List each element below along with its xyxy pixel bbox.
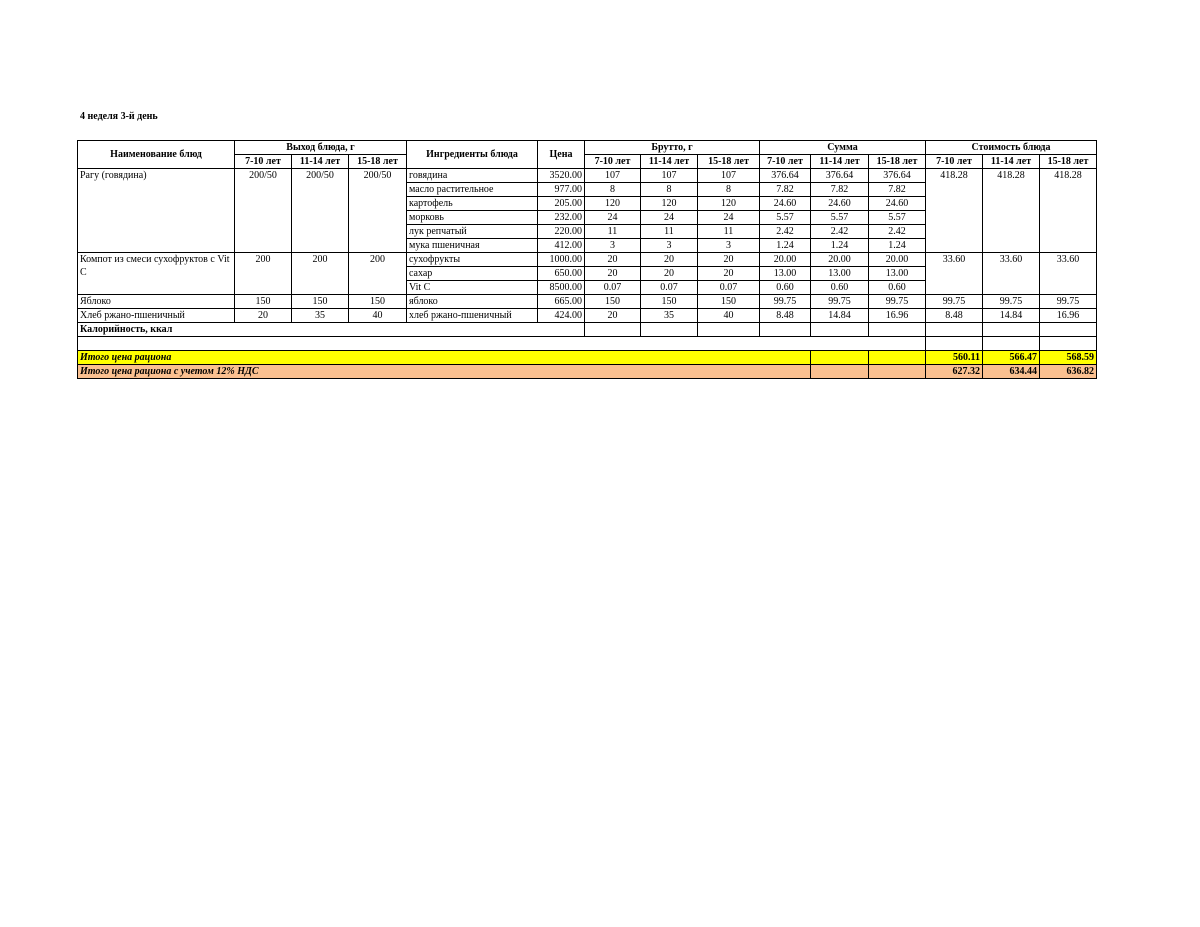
sum-cell: 24.60: [811, 197, 869, 211]
ingredient-price-cell: 205.00: [538, 197, 585, 211]
sum-cell: 1.24: [760, 239, 811, 253]
ingredient-name-cell: хлеб ржано-пшеничный: [407, 309, 538, 323]
header-age-sum: 15-18 лет: [869, 155, 926, 169]
gross-cell: 150: [641, 295, 698, 309]
dish-cost-cell: 99.75: [983, 295, 1040, 309]
calories-sum-cell: [869, 323, 926, 337]
header-age-cost: 15-18 лет: [1040, 155, 1097, 169]
sum-cell: 0.60: [760, 281, 811, 295]
gross-cell: 120: [698, 197, 760, 211]
ingredient-name-cell: яблоко: [407, 295, 538, 309]
gross-cell: 40: [698, 309, 760, 323]
total-row-empty-cell: [869, 351, 926, 365]
sum-cell: 7.82: [811, 183, 869, 197]
dish-cost-cell: 99.75: [926, 295, 983, 309]
dish-cost-cell: 33.60: [983, 253, 1040, 295]
spacer-cell: [78, 337, 926, 351]
table-row: [78, 169, 1097, 183]
dish-cost-cell: 99.75: [1040, 295, 1097, 309]
header-ingredients: Ингредиенты блюда: [407, 141, 538, 169]
yield-cell: 35: [292, 309, 349, 323]
sum-cell: 5.57: [760, 211, 811, 225]
dish-name-cell: Компот из смеси сухофруктов с Vit C: [78, 253, 235, 295]
yield-cell: 150: [349, 295, 407, 309]
gross-cell: 8: [585, 183, 641, 197]
ingredient-price-cell: 412.00: [538, 239, 585, 253]
sum-cell: 7.82: [869, 183, 926, 197]
header-age-cost: 7-10 лет: [926, 155, 983, 169]
gross-cell: 20: [698, 267, 760, 281]
gross-cell: 11: [585, 225, 641, 239]
gross-cell: 24: [585, 211, 641, 225]
gross-cell: 20: [585, 309, 641, 323]
gross-cell: 107: [641, 169, 698, 183]
header-age-gross: 7-10 лет: [585, 155, 641, 169]
yield-cell: 150: [292, 295, 349, 309]
gross-cell: 20: [698, 253, 760, 267]
sum-cell: 20.00: [869, 253, 926, 267]
sum-cell: 0.60: [869, 281, 926, 295]
gross-cell: 20: [641, 267, 698, 281]
gross-cell: 3: [641, 239, 698, 253]
header-age-yield: 11-14 лет: [292, 155, 349, 169]
dish-cost-cell: 33.60: [1040, 253, 1097, 295]
calories-row: [78, 323, 1097, 337]
sum-cell: 2.42: [811, 225, 869, 239]
gross-cell: 20: [585, 267, 641, 281]
total-vat-row-empty-cell: [869, 365, 926, 379]
gross-cell: 0.07: [641, 281, 698, 295]
page-title: 4 неделя 3-й день: [80, 111, 158, 122]
sum-cell: 0.60: [811, 281, 869, 295]
sum-cell: 99.75: [869, 295, 926, 309]
dish-cost-cell: 418.28: [926, 169, 983, 253]
ingredient-price-cell: 650.00: [538, 267, 585, 281]
calories-gross-cell: [585, 323, 641, 337]
total-vat-row-label: Итого цена рациона с учетом 12% НДС: [78, 365, 811, 379]
total-vat-row: [78, 365, 1097, 379]
sum-cell: 99.75: [760, 295, 811, 309]
gross-cell: 120: [641, 197, 698, 211]
header-age-sum: 11-14 лет: [811, 155, 869, 169]
yield-cell: 20: [235, 309, 292, 323]
ingredient-price-cell: 220.00: [538, 225, 585, 239]
spacer-cost-cell: [1040, 337, 1097, 351]
sum-cell: 20.00: [811, 253, 869, 267]
calories-label: Калорийность, ккал: [78, 323, 585, 337]
sum-cell: 13.00: [869, 267, 926, 281]
dish-cost-cell: 418.28: [1040, 169, 1097, 253]
gross-cell: 24: [641, 211, 698, 225]
header-age-yield: 7-10 лет: [235, 155, 292, 169]
header-age-gross: 15-18 лет: [698, 155, 760, 169]
header-dish-name: Наименование блюд: [78, 141, 235, 169]
dish-cost-cell: 16.96: [1040, 309, 1097, 323]
calories-gross-cell: [641, 323, 698, 337]
ingredient-name-cell: масло растительное: [407, 183, 538, 197]
ingredient-name-cell: картофель: [407, 197, 538, 211]
sum-cell: 24.60: [760, 197, 811, 211]
gross-cell: 3: [698, 239, 760, 253]
yield-cell: 200/50: [292, 169, 349, 253]
yield-cell: 200: [349, 253, 407, 295]
gross-cell: 20: [585, 253, 641, 267]
gross-cell: 107: [585, 169, 641, 183]
sum-cell: 5.57: [811, 211, 869, 225]
sum-cell: 7.82: [760, 183, 811, 197]
yield-cell: 40: [349, 309, 407, 323]
dish-cost-cell: 14.84: [983, 309, 1040, 323]
yield-cell: 200/50: [349, 169, 407, 253]
table-row: [78, 253, 1097, 267]
ingredient-price-cell: 232.00: [538, 211, 585, 225]
header-age-sum: 7-10 лет: [760, 155, 811, 169]
dish-cost-cell: 8.48: [926, 309, 983, 323]
header-sum: Сумма: [760, 141, 926, 155]
gross-cell: 8: [641, 183, 698, 197]
total-vat-row-value: 627.32: [926, 365, 983, 379]
total-row-empty-cell: [811, 351, 869, 365]
dish-cost-cell: 33.60: [926, 253, 983, 295]
sum-cell: 20.00: [760, 253, 811, 267]
sum-cell: 8.48: [760, 309, 811, 323]
sum-cell: 5.57: [869, 211, 926, 225]
gross-cell: 20: [641, 253, 698, 267]
sum-cell: 16.96: [869, 309, 926, 323]
spacer-row: [78, 337, 1097, 351]
total-vat-row-value: 636.82: [1040, 365, 1097, 379]
ingredient-name-cell: лук репчатый: [407, 225, 538, 239]
ingredient-name-cell: Vit C: [407, 281, 538, 295]
total-row-value: 566.47: [983, 351, 1040, 365]
calories-sum-cell: [760, 323, 811, 337]
sum-cell: 376.64: [811, 169, 869, 183]
sum-cell: 13.00: [760, 267, 811, 281]
ingredient-price-cell: 8500.00: [538, 281, 585, 295]
sum-cell: 13.00: [811, 267, 869, 281]
sum-cell: 1.24: [869, 239, 926, 253]
ingredient-price-cell: 1000.00: [538, 253, 585, 267]
yield-cell: 200/50: [235, 169, 292, 253]
sum-cell: 24.60: [869, 197, 926, 211]
gross-cell: 120: [585, 197, 641, 211]
total-row-value: 568.59: [1040, 351, 1097, 365]
spacer-cost-cell: [983, 337, 1040, 351]
header-cost: Стоимость блюда: [926, 141, 1097, 155]
gross-cell: 8: [698, 183, 760, 197]
sum-cell: 1.24: [811, 239, 869, 253]
sum-cell: 14.84: [811, 309, 869, 323]
sum-cell: 2.42: [760, 225, 811, 239]
menu-cost-table: [77, 140, 1097, 379]
ingredient-price-cell: 977.00: [538, 183, 585, 197]
ingredient-name-cell: мука пшеничная: [407, 239, 538, 253]
table-row: [78, 309, 1097, 323]
gross-cell: 107: [698, 169, 760, 183]
spacer-cost-cell: [926, 337, 983, 351]
header-yield: Выход блюда, г: [235, 141, 407, 155]
calories-gross-cell: [698, 323, 760, 337]
gross-cell: 11: [641, 225, 698, 239]
yield-cell: 200: [292, 253, 349, 295]
calories-cost-cell: [983, 323, 1040, 337]
header-gross: Брутто, г: [585, 141, 760, 155]
sum-cell: 376.64: [760, 169, 811, 183]
dish-name-cell: Яблоко: [78, 295, 235, 309]
ingredient-name-cell: сухофрукты: [407, 253, 538, 267]
sum-cell: 2.42: [869, 225, 926, 239]
header-price: Цена: [538, 141, 585, 169]
sum-cell: 99.75: [811, 295, 869, 309]
yield-cell: 200: [235, 253, 292, 295]
gross-cell: 0.07: [698, 281, 760, 295]
header-age-gross: 11-14 лет: [641, 155, 698, 169]
ingredient-name-cell: морковь: [407, 211, 538, 225]
calories-cost-cell: [1040, 323, 1097, 337]
header-age-cost: 11-14 лет: [983, 155, 1040, 169]
ingredient-price-cell: 3520.00: [538, 169, 585, 183]
gross-cell: 0.07: [585, 281, 641, 295]
ingredient-price-cell: 424.00: [538, 309, 585, 323]
ingredient-price-cell: 665.00: [538, 295, 585, 309]
dish-name-cell: Хлеб ржано-пшеничный: [78, 309, 235, 323]
gross-cell: 3: [585, 239, 641, 253]
gross-cell: 150: [698, 295, 760, 309]
table-row: [78, 295, 1097, 309]
dish-name-cell: Рагу (говядина): [78, 169, 235, 253]
total-vat-row-value: 634.44: [983, 365, 1040, 379]
calories-cost-cell: [926, 323, 983, 337]
total-vat-row-empty-cell: [811, 365, 869, 379]
gross-cell: 11: [698, 225, 760, 239]
gross-cell: 24: [698, 211, 760, 225]
total-row: [78, 351, 1097, 365]
ingredient-name-cell: говядина: [407, 169, 538, 183]
ingredient-name-cell: сахар: [407, 267, 538, 281]
gross-cell: 35: [641, 309, 698, 323]
dish-cost-cell: 418.28: [983, 169, 1040, 253]
yield-cell: 150: [235, 295, 292, 309]
calories-sum-cell: [811, 323, 869, 337]
total-row-value: 560.11: [926, 351, 983, 365]
gross-cell: 150: [585, 295, 641, 309]
header-age-yield: 15-18 лет: [349, 155, 407, 169]
sum-cell: 376.64: [869, 169, 926, 183]
total-row-label: Итого цена рациона: [78, 351, 811, 365]
